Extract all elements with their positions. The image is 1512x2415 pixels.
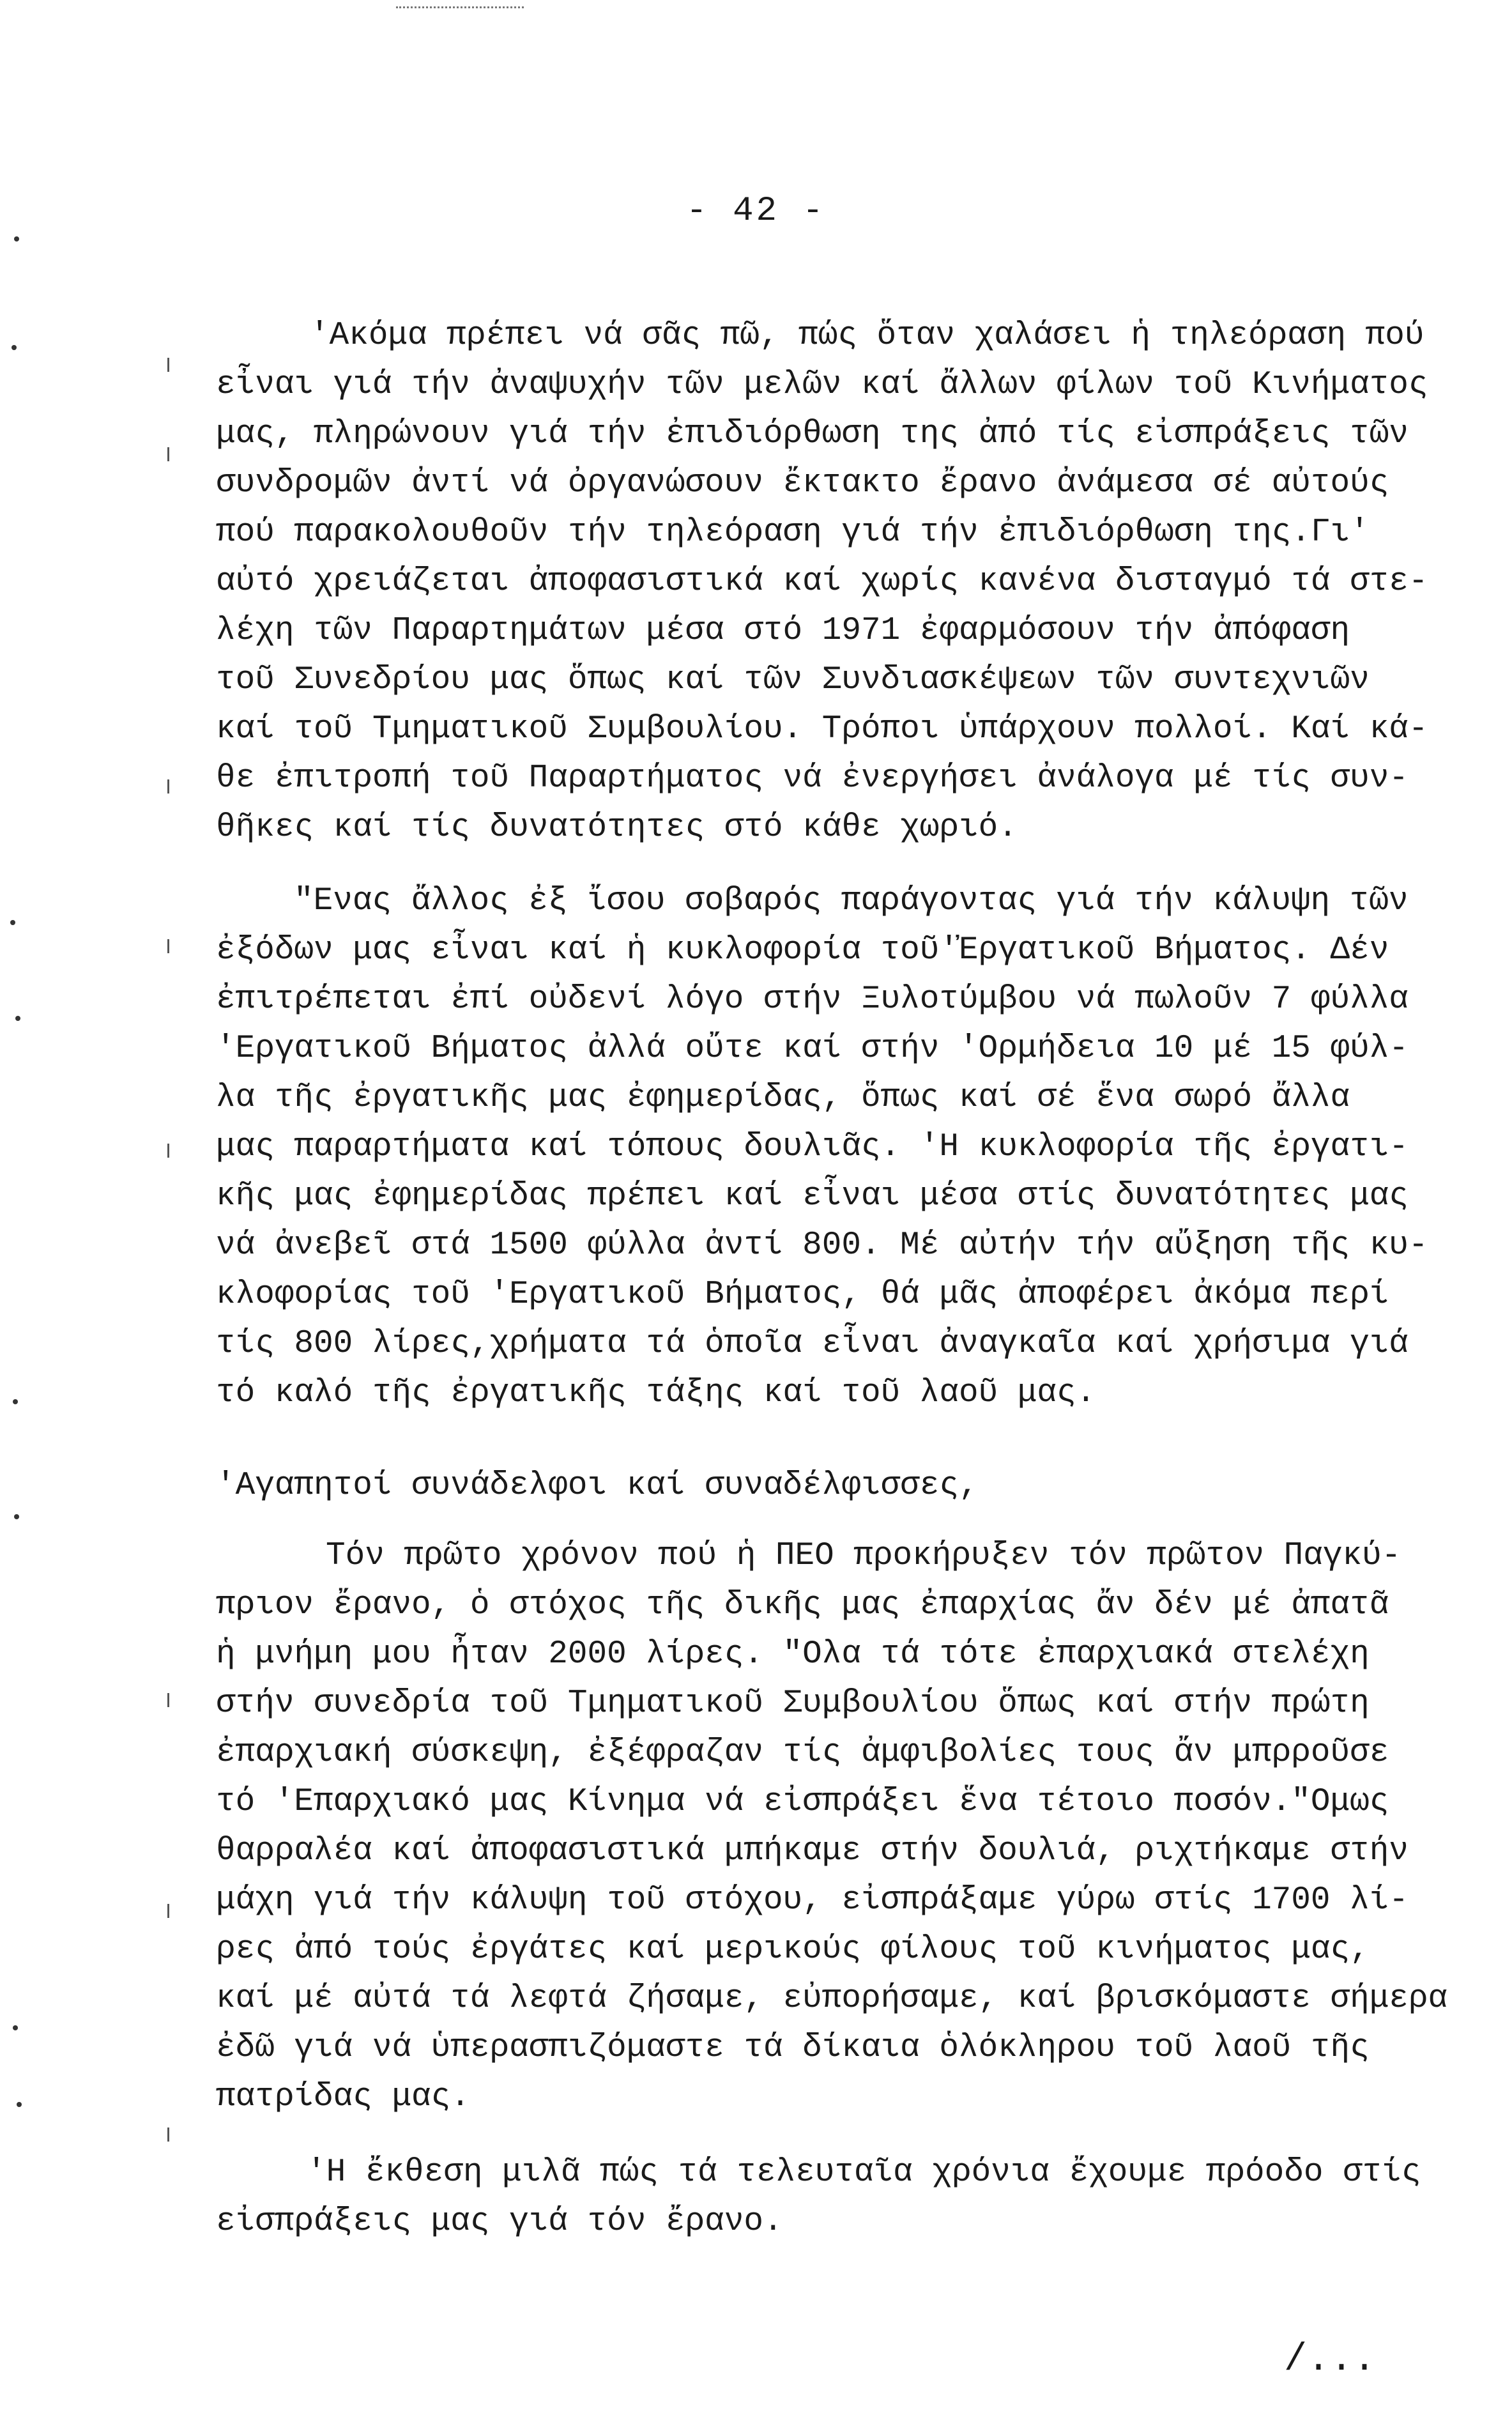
text-line: πατρίδας μας. — [216, 2079, 470, 2115]
text-line: τό 'Επαρχιακό μας Κίνημα νά εἰσπράξει ἕνα τέτοιο ποσόν."Ομως — [216, 1784, 1389, 1820]
text-line: τό καλό τῆς ἐργατικῆς τάξης καί τοῦ λαοῦ μας. — [216, 1375, 1096, 1411]
text-line: τίς 800 λίρες,χρήματα τά ὁποῖα εἶναι ἀναγκαῖα καί χρήσιμα γιά — [216, 1326, 1409, 1362]
text-line: καί μέ αὐτά τά λεφτά ζήσαμε, εὐπορήσαμε, καί βρισκόμαστε σήμερα — [216, 1981, 1448, 2017]
margin-mark — [167, 2128, 169, 2142]
text-line: 'Εργατικοῦ Βήματος ἀλλά οὔτε καί στήν 'Ορμήδεια 10 μέ 15 φύλ- — [216, 1031, 1409, 1067]
text-line: κῆς μας ἐφημερίδας πρέπει καί εἶναι μέσα στίς δυνατότητες μας — [216, 1178, 1409, 1215]
margin-mark — [167, 779, 169, 793]
text-line: θαρραλέα καί ἀποφασιστικά μπήκαμε στήν δουλιά, ριχτήκαμε στήν — [216, 1833, 1409, 1869]
margin-speck — [11, 345, 17, 350]
margin-mark — [167, 939, 169, 953]
margin-mark — [167, 1144, 169, 1158]
margin-speck — [17, 2102, 22, 2107]
text-line: λέχη τῶν Παραρτημάτων μέσα στό 1971 ἐφαρμόσουν τήν ἀπόφαση — [216, 613, 1350, 649]
margin-speck — [14, 1514, 19, 1519]
text-line: αὐτό χρειάζεται ἀποφασιστικά καί χωρίς κανένα δισταγμό τά στε- — [216, 564, 1428, 600]
scan-specks — [396, 6, 524, 15]
text-line: μας παραρτήματα καί τόπους δουλιᾶς. 'Η κυκλοφορία τῆς ἐργατι- — [216, 1129, 1409, 1165]
margin-speck — [10, 920, 15, 925]
text-line: ἡ μνήμη μου ἦταν 2000 λίρες. "Ολα τά τότε ἐπαρχιακά στελέχη — [216, 1636, 1370, 1673]
text-line: μάχη γιά τήν κάλυψη τοῦ στόχου, εἰσπράξαμε γύρω στίς 1700 λί- — [216, 1882, 1409, 1919]
margin-speck — [13, 2025, 18, 2030]
text-line: θῆκες καί τίς δυνατότητες στό κάθε χωριό. — [216, 809, 1018, 846]
margin-speck — [13, 1399, 18, 1404]
text-line: συνδρομῶν ἀντί νά ὀργανώσουν ἔκτακτο ἔρανο ἀνάμεσα σέ αὐτούς — [216, 465, 1389, 502]
text-line: στήν συνεδρία τοῦ Τμηματικοῦ Συμβουλίου ὅπως καί στήν πρώτη — [216, 1685, 1370, 1722]
margin-mark — [167, 1693, 169, 1707]
text-line: κλοφορίας τοῦ 'Εργατικοῦ Βήματος, θά μᾶς ἀποφέρει ἀκόμα περί — [216, 1276, 1389, 1313]
text-line: ἐπιτρέπεται ἐπί οὐδενί λόγο στήν Ξυλοτύμβου νά πωλοῦν 7 φύλλα — [216, 981, 1409, 1018]
text-line: Τόν πρῶτο χρόνον πού ἡ ΠΕΟ προκήρυξεν τόν πρῶτον Παγκύ- — [326, 1538, 1401, 1574]
text-line: ρες ἀπό τούς ἐργάτες καί μερικούς φίλους τοῦ κινήματος μας, — [216, 1931, 1370, 1968]
text-line: νά ἀνεβεῖ στά 1500 φύλλα ἀντί 800. Μέ αὐτήν τήν αὔξηση τῆς κυ- — [216, 1227, 1428, 1264]
text-line: ἐδῶ γιά νά ὑπερασπιζόμαστε τά δίκαια ὁλόκληρου τοῦ λαοῦ τῆς — [216, 2030, 1370, 2066]
continuation-mark: /... — [1284, 2338, 1377, 2382]
margin-speck — [15, 1016, 20, 1021]
text-line: 'Ακόμα πρέπει νά σᾶς πῶ, πώς ὅταν χαλάσει ἡ τηλεόραση πού — [310, 318, 1424, 354]
page-number: - 42 - — [686, 192, 826, 231]
text-line: μας, πληρώνουν γιά τήν ἐπιδιόρθωση της ἀπό τίς εἰσπράξεις τῶν — [216, 416, 1409, 452]
text-line: καί τοῦ Τμηματικοῦ Συμβουλίου. Τρόποι ὑπάρχουν πολλοί. Καί κά- — [216, 711, 1428, 747]
text-line: "Ενας ἄλλος ἐξ ἴσου σοβαρός παράγοντας γιά τήν κάλυψη τῶν — [294, 883, 1409, 919]
text-line: εἰσπράξεις μας γιά τόν ἔρανο. — [216, 2204, 783, 2240]
text-line: τοῦ Συνεδρίου μας ὅπως καί τῶν Συνδιασκέψεων τῶν συντεχνιῶν — [216, 662, 1370, 698]
text-line: πού παρακολουθοῦν τήν τηλεόραση γιά τήν ἐπιδιόρθωση της.Γι' — [216, 514, 1370, 551]
text-line: 'Η ἔκθεση μιλᾶ πώς τά τελευταῖα χρόνια ἔχουμε πρόοδο στίς — [307, 2154, 1421, 2191]
margin-mark — [167, 447, 169, 461]
text-line: ἐπαρχιακή σύσκεψη, ἐξέφραζαν τίς ἀμφιβολίες τους ἄν μπρροῦσε — [216, 1735, 1389, 1771]
text-line: πριον ἔρανο, ὁ στόχος τῆς δικῆς μας ἐπαρχίας ἄν δέν μέ ἀπατᾶ — [216, 1587, 1389, 1623]
margin-mark — [167, 1904, 169, 1918]
margin-mark — [167, 358, 169, 372]
salutation: 'Αγαπητοί συνάδελφοι καί συναδέλφισσες, — [216, 1468, 979, 1504]
text-line: εἶναι γιά τήν ἀναψυχήν τῶν μελῶν καί ἄλλων φίλων τοῦ Κινήματος — [216, 367, 1428, 403]
margin-speck — [14, 236, 19, 241]
text-line: λα τῆς ἐργατικῆς μας ἐφημερίδας, ὅπως καί σέ ἕνα σωρό ἄλλα — [216, 1080, 1350, 1116]
text-line: ἐξόδων μας εἶναι καί ἡ κυκλοφορία τοῦ'Ἐργατικοῦ Βήματος. Δέν — [216, 932, 1389, 969]
text-line: θε ἐπιτροπή τοῦ Παραρτήματος νά ἐνεργήσει ἀνάλογα μέ τίς συν- — [216, 760, 1409, 797]
